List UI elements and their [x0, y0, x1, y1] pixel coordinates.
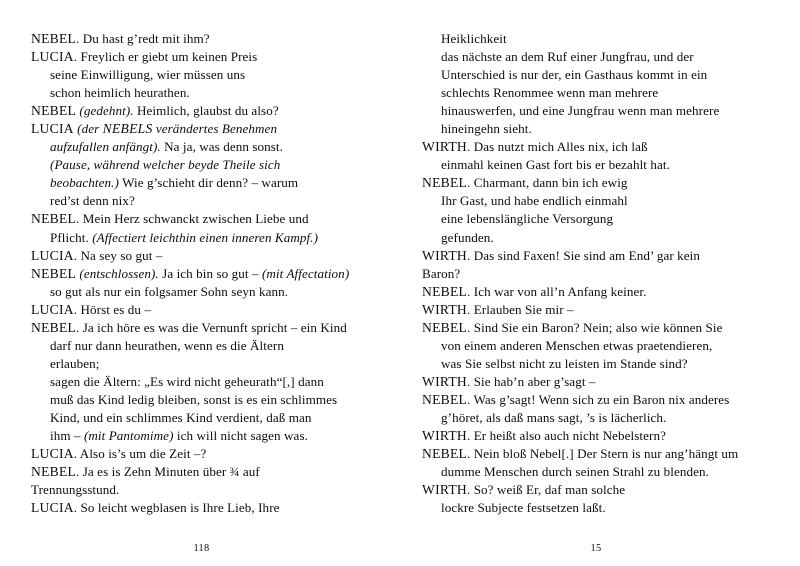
speaker-name: WIRTH: [422, 247, 467, 263]
text-line: [422, 499, 774, 517]
text-line: [31, 120, 378, 138]
text-line: [31, 499, 378, 517]
text-line: [422, 481, 774, 499]
left-page-text: [31, 30, 378, 517]
dialogue-text: . So? weiß Er, daf man solche: [466, 482, 626, 498]
speaker-name: LUCIA: [31, 301, 74, 317]
right-page-text: [422, 30, 774, 517]
dialogue-text: ich will nicht sagen was.: [173, 428, 308, 444]
speaker-name: WIRTH: [422, 482, 467, 498]
text-line: [31, 66, 378, 84]
text-line: [422, 30, 774, 48]
dialogue-text: Trennungsstund.: [31, 482, 120, 498]
speaker-name: NEBEL: [422, 446, 468, 462]
speaker-name: WIRTH: [422, 301, 467, 317]
dialogue-text: Unterschied is nur der, ein Gasthaus kommt in ein: [441, 67, 708, 83]
text-line: [422, 229, 774, 247]
stage-direction: aufzufallen anfängt).: [50, 139, 161, 155]
text-line: [422, 247, 774, 265]
speaker-name: NEBEL: [31, 265, 77, 281]
text-line: [422, 427, 774, 445]
dialogue-text: Wie g’schieht dir denn? – warum: [118, 175, 299, 191]
dialogue-text: so gut als nur ein folgsamer Sohn seyn kann.: [50, 283, 289, 299]
dialogue-text: Heimlich, glaubst du also?: [133, 103, 279, 119]
speaker-name: NEBEL: [31, 464, 77, 480]
dialogue-text: . So leicht wegblasen is Ihre Lieb, Ihre: [73, 500, 280, 516]
text-line: [31, 427, 378, 445]
dialogue-text: . Nein bloß Nebel[.] Der Stern is nur ang’hängt um: [467, 446, 739, 462]
dialogue-text: von einem anderen Menschen etwas praetendieren,: [441, 337, 713, 353]
text-line: [422, 156, 774, 174]
text-line: [422, 120, 774, 138]
dialogue-text: . Hörst es du –: [73, 301, 152, 317]
speaker-name: NEBEL: [422, 391, 468, 407]
dialogue-text: das nächste an dem Ruf einer Jungfrau, und der: [441, 49, 694, 65]
dialogue-text: . Das sind Faxen! Sie sind am End’ gar kein: [466, 247, 701, 263]
dialogue-text: . Ich war von all’n Anfang keiner.: [467, 283, 647, 299]
dialogue-text: Na ja, was denn sonst.: [160, 139, 284, 155]
dialogue-text: hineingehn sieht.: [441, 121, 532, 137]
dialogue-text: . Sie hab’n aber g’sagt –: [466, 373, 596, 389]
text-line: [31, 156, 378, 174]
stage-direction: beobachten.): [50, 175, 119, 191]
stage-direction: (Pause, während welcher beyde Theile sich: [50, 157, 281, 173]
dialogue-text: eine lebenslängliche Versorgung: [441, 211, 614, 227]
text-line: [31, 247, 378, 265]
text-line: [31, 355, 378, 373]
dialogue-text: . Was g’sagt! Wenn sich zu ein Baron nix anderes: [467, 391, 730, 407]
dialogue-text: sagen die Ältern: „Es wird nicht geheurath“[,] dann: [50, 373, 324, 389]
dialogue-text: . Mein Herz schwanckt zwischen Liebe und: [76, 211, 309, 227]
text-line: [422, 373, 774, 391]
dialogue-text: hinauswerfen, und eine Jungfrau wenn man mehrere: [441, 103, 720, 119]
text-line: [31, 283, 378, 301]
dialogue-text: . Du hast g’redt mit ihm?: [76, 31, 210, 46]
speaker-name: NEBEL: [422, 283, 468, 299]
speaker-name: LUCIA: [31, 49, 74, 65]
dialogue-text: Baron?: [422, 265, 461, 281]
dialogue-text: muß das Kind ledig bleiben, sonst is es ein schlimmes: [50, 391, 338, 407]
dialogue-text: Kind, und ein schlimmes Kind verdient, daß man: [50, 409, 312, 425]
dialogue-text: dumme Menschen durch seinen Strahl zu blenden.: [441, 464, 710, 480]
text-line: [31, 391, 378, 409]
dialogue-text: Heiklichkeit: [441, 31, 507, 46]
text-line: [422, 409, 774, 427]
text-line: [422, 192, 774, 210]
dialogue-text: . Ja es is Zehn Minuten über ¾ auf: [76, 464, 260, 480]
stage-direction: (mit Pantomime): [83, 428, 174, 444]
text-line: [422, 66, 774, 84]
text-line: [31, 373, 378, 391]
speaker-name: NEBEL: [422, 175, 468, 191]
speaker-name: NEBEL: [31, 103, 77, 119]
speaker-name: WIRTH: [422, 139, 467, 155]
text-line: [31, 301, 378, 319]
dialogue-text: red’st denn nix?: [50, 193, 135, 209]
text-line: [422, 84, 774, 102]
text-line: [31, 84, 378, 102]
dialogue-text: darf nur dann heurathen, wenn es die Ältern: [50, 337, 284, 353]
speaker-name: NEBEL: [31, 31, 77, 46]
dialogue-text: seine Einwilligung, wier müssen uns: [50, 67, 246, 83]
text-line: [422, 283, 774, 301]
text-line: [422, 445, 774, 463]
stage-direction: (entschlossen).: [79, 265, 159, 281]
dialogue-text: ihm –: [50, 428, 84, 444]
speaker-name: NEBEL: [31, 319, 77, 335]
text-line: [31, 192, 378, 210]
dialogue-text: schlechts Renommee wenn man mehrere: [441, 85, 659, 101]
speaker-name: LUCIA: [31, 247, 74, 263]
text-line: [422, 463, 774, 481]
dialogue-text: Ja ich bin so gut –: [158, 265, 262, 281]
text-line: [31, 265, 378, 283]
text-line: [422, 48, 774, 66]
dialogue-text: was Sie selbst nicht zu leisten im Stande sind?: [441, 355, 688, 371]
text-line: [422, 102, 774, 120]
text-line: [422, 391, 774, 409]
text-line: [31, 481, 378, 499]
text-line: [31, 30, 378, 48]
stage-direction: (Affectiert leichthin einen inneren Kampf.): [92, 229, 319, 245]
text-line: [31, 319, 378, 337]
right-page-column: [400, 0, 800, 566]
speaker-name: LUCIA: [31, 446, 74, 462]
dialogue-text: gefunden.: [441, 229, 494, 245]
dialogue-text: . Erlauben Sie mir –: [466, 301, 574, 317]
dialogue-text: Ihr Gast, und habe endlich einmahl: [441, 193, 628, 209]
dialogue-text: erlauben;: [50, 355, 100, 371]
text-line: [422, 174, 774, 192]
text-line: [31, 138, 378, 156]
stage-direction: (gedehnt).: [79, 103, 134, 119]
stage-direction-speaker-name: NEBELS: [102, 121, 153, 137]
dialogue-text: . Na sey so gut –: [73, 247, 163, 263]
dialogue-text: . Sind Sie ein Baron? Nein; also wie können Sie: [467, 319, 723, 335]
right-page-folio: 15: [590, 543, 602, 555]
dialogue-text: . Also is’s um die Zeit –?: [73, 446, 207, 462]
speaker-name: WIRTH: [422, 373, 467, 389]
text-line: [31, 445, 378, 463]
stage-direction: verändertes Benehmen: [152, 121, 278, 137]
dialogue-text: einmahl keinen Gast fort bis er bezahlt hat.: [441, 157, 670, 173]
speaker-name: NEBEL: [422, 319, 468, 335]
dialogue-text: lockre Subjecte festsetzen laßt.: [441, 500, 606, 516]
text-line: [31, 210, 378, 228]
dialogue-text: . Das nutzt mich Alles nix, ich laß: [466, 139, 648, 155]
dialogue-text: schon heimlich heurathen.: [50, 85, 190, 101]
dialogue-text: . Ja ich höre es was die Vernunft spricht – ein Kind: [76, 319, 347, 335]
stage-direction: (mit Affectation): [261, 265, 350, 281]
speaker-name: WIRTH: [422, 428, 467, 444]
text-line: [422, 337, 774, 355]
dialogue-text: Pflicht.: [50, 229, 93, 245]
dialogue-text: . Er heißt also auch nicht Nebelstern?: [466, 428, 666, 444]
dialogue-text: . Charmant, dann bin ich ewig: [467, 175, 628, 191]
text-line: [422, 355, 774, 373]
text-line: [31, 463, 378, 481]
text-line: [31, 48, 378, 66]
text-line: [31, 337, 378, 355]
speaker-name: LUCIA: [31, 121, 74, 137]
text-line: [31, 102, 378, 120]
text-line: [422, 138, 774, 156]
dialogue-text: . Freylich er giebt um keinen Preis: [73, 49, 258, 65]
text-line: [422, 319, 774, 337]
text-line: [422, 210, 774, 228]
text-line: [422, 265, 774, 283]
speaker-name: NEBEL: [31, 211, 77, 227]
dialogue-text: g’höret, als daß mans sagt, ’s is lächerlich.: [441, 409, 667, 425]
text-line: [31, 409, 378, 427]
stage-direction: (der: [77, 121, 103, 137]
text-line: [31, 229, 378, 247]
left-page-folio: 118: [193, 543, 210, 555]
text-line: [31, 174, 378, 192]
text-line: [422, 301, 774, 319]
speaker-name: LUCIA: [31, 500, 74, 516]
